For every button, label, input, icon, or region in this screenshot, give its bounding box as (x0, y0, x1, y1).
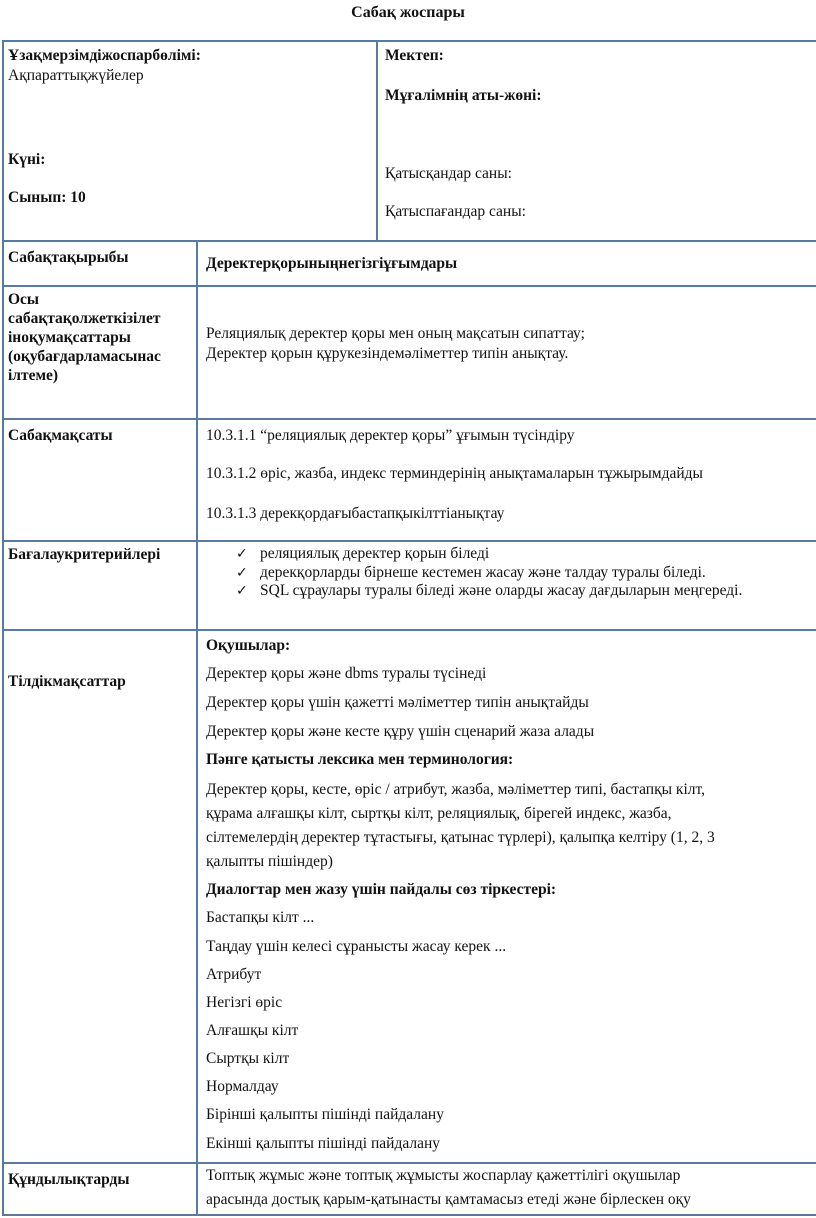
objectives-label: Осы сабақтақолжеткізілет інoқумақсаттары (оқубағдарламасынас ілтеме) (8, 291, 161, 384)
students-item: Деректер қоры үшін қажетті мәліметтер типін анықтайды (206, 694, 589, 711)
row-line-goals (2, 540, 816, 542)
row-line-objectives (2, 418, 816, 420)
unit-cell (8, 46, 370, 86)
students-heading: Оқушылар: (206, 637, 291, 654)
phrase-item: Сыртқы кілт (206, 1050, 290, 1067)
objective-line: Реляциялық деректер қоры мен оның мақсатын сипаттау; (206, 325, 585, 342)
unit-label: Ұзақмерзімдіжоспарбөлімі: (8, 47, 201, 64)
lexicon-heading: Пәнге қатысты лексика мен терминология: (206, 751, 514, 768)
criteria-label: Бағалаукритерийлері (8, 546, 161, 563)
objective-line: Деректер қорын құрукезіндемәліметтер типін анықтау. (206, 345, 569, 362)
topic-value: Деректерқорыныңнегізгіұғымдары (206, 255, 458, 272)
goal-item: 10.3.1.1 “реляциялық деректер қоры” ұғымын түсіндіру (206, 427, 575, 444)
phrases-heading: Диалогтар мен жазу үшін пайдалы сөз тіркестері: (206, 881, 557, 898)
phrase-item: Бастапқы кілт ... (206, 909, 315, 926)
topic-label: Сабақтақырыбы (8, 249, 129, 266)
phrase-item: Таңдау үшін келесі сұранысты жасау керек ... (206, 938, 507, 955)
checkmark-icon: ✓ (236, 546, 248, 562)
values-text: Топтық жұмыс және топтық жұмысты жоспарлау қажеттілігі оқушылар арасында достық қарым-қатынасты қамтамасыз етеді және бірлескен оқу (206, 1167, 691, 1208)
language-label: Тілдікмақсаттар (8, 673, 126, 690)
page-title: Сабақ жоспары (351, 4, 465, 21)
day-label: Күні: (8, 151, 46, 168)
header-divider (376, 40, 378, 240)
row-line-criteria (2, 629, 816, 631)
unit-value: Ақпараттықжүйелер (8, 67, 144, 84)
table-border-top (2, 40, 816, 42)
phrase-item: Атрибут (206, 966, 262, 983)
present-label: Қатысқандар саны: (385, 165, 512, 182)
row-line-header (2, 240, 816, 242)
criteria-item: ✓ SQL сұраулары туралы біледі және оларды жасау дағдыларын меңгереді. (236, 582, 743, 599)
checkmark-icon: ✓ (236, 583, 248, 599)
criteria-item: ✓ реляциялық деректер қорын біледі (236, 545, 490, 562)
table-border-left (2, 40, 4, 1216)
column-divider (196, 240, 198, 1216)
goals-label: Сабақмақсаты (8, 427, 113, 444)
criteria-item: ✓ дерекқорларды бірнеше кестемен жасау және талдау туралы біледі. (236, 563, 706, 581)
goal-item: 10.3.1.2 өріс, жазба, индекс терминдерінің анықтамаларын тұжырымдайды (206, 465, 703, 482)
phrase-item: Нормалдау (206, 1078, 279, 1095)
phrase-item: Екінші қалыпты пішінді пайдалану (206, 1135, 441, 1152)
phrase-item: Бірінші қалыпты пішінді пайдалану (206, 1106, 444, 1123)
table-border-bottom (2, 1214, 816, 1216)
school-label: Мектеп: (385, 47, 444, 64)
students-item: Деректер қоры және dbms туралы түсінеді (206, 665, 487, 682)
teacher-label: Мұғалімнің аты-жөні: (385, 87, 542, 104)
values-label: Құндылықтарды (8, 1171, 130, 1188)
students-item: Деректер қоры және кесте құру үшін сценарий жаза алады (206, 723, 595, 740)
goal-item: 10.3.1.3 дерекқордағыбастапқыкілттіанықтау (206, 505, 505, 522)
objectives-text (206, 324, 806, 364)
row-line-topic (2, 285, 816, 287)
absent-label: Қатыспағандар саны: (385, 203, 526, 220)
checkmark-icon: ✓ (236, 564, 248, 581)
phrase-item: Алғашқы кілт (206, 1022, 299, 1039)
lexicon-text: Деректер қоры, кесте, өріс / атрибут, жазба, мәліметтер типі, бастапқы кілт, құрама алғашқы кілт, сыртқы кілт, реляциялық, бірегей индекс, жазба, сілтемелердің деректер тұтастығы, қатынас түрлері), қалыпқа келтіру (1, 2, 3 қалыпты пішіндер) (206, 781, 715, 870)
phrase-item: Негізгі өріс (206, 994, 283, 1011)
class-label: Сынып: 10 (8, 189, 86, 206)
criteria-list (236, 545, 810, 601)
